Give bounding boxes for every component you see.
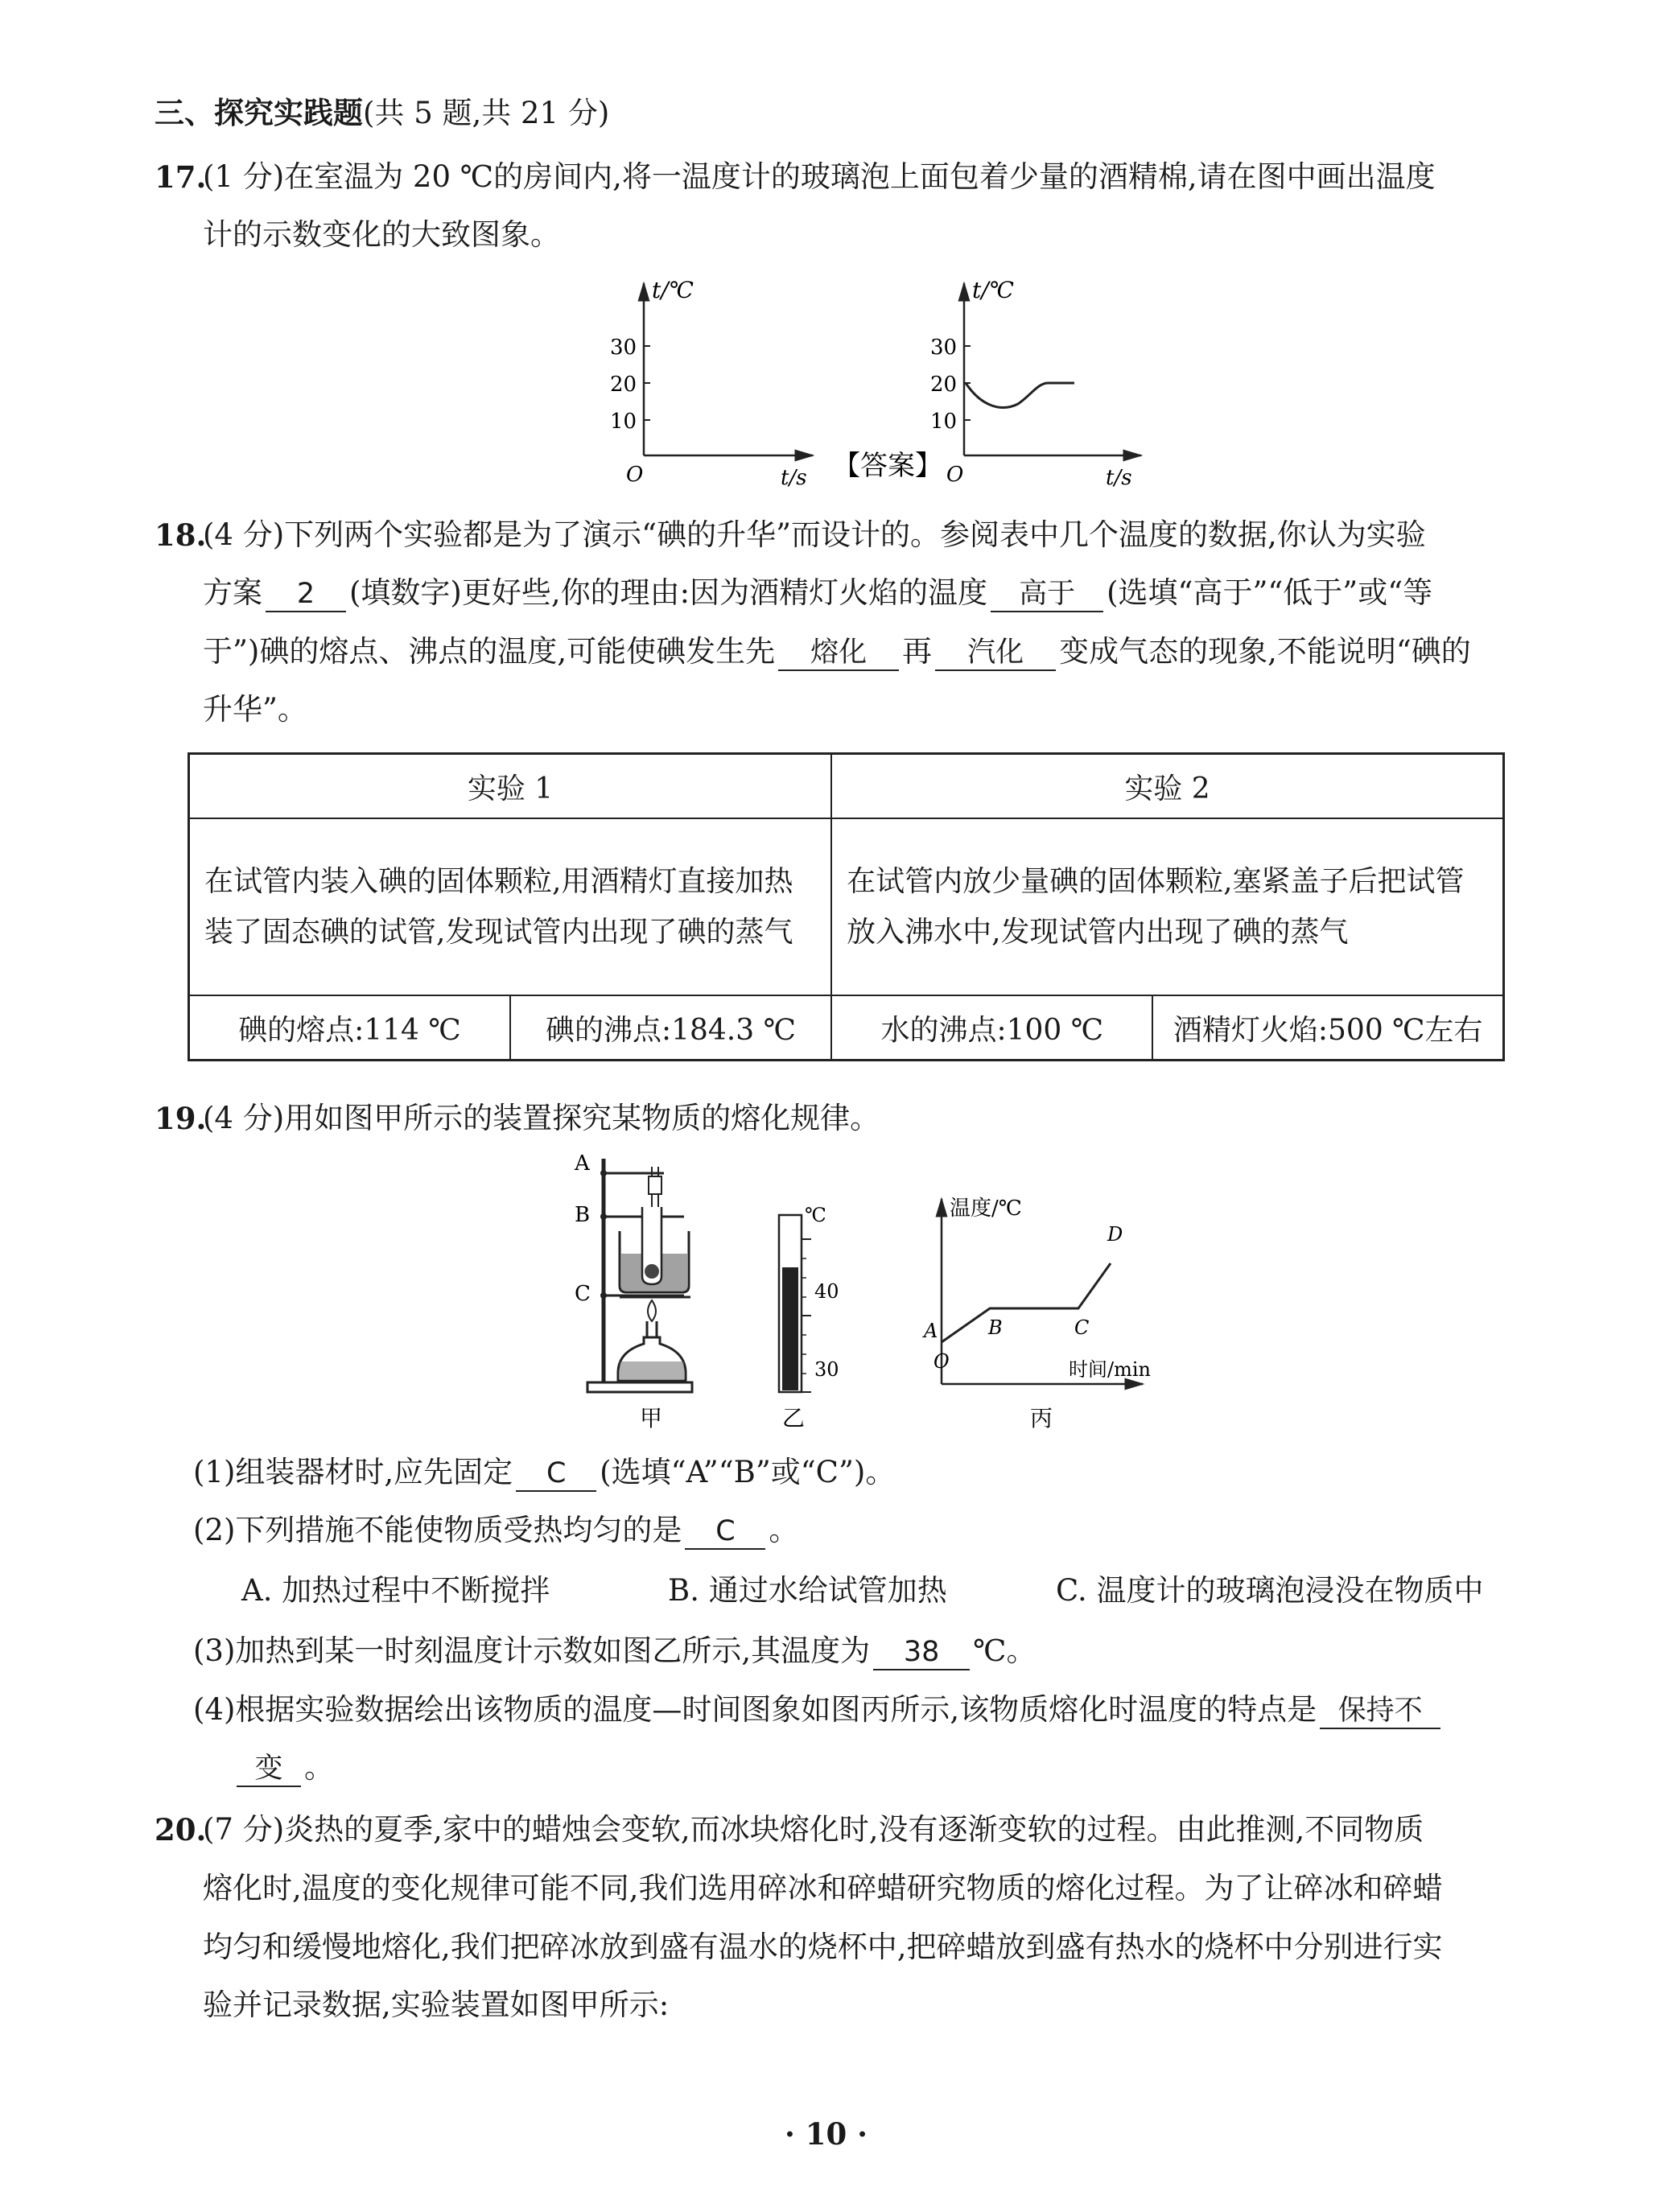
q19-sub1 <box>193 1455 895 1492</box>
q20-line1: (7 分)炎热的夏季,家中的蜡烛会变软,而冰块熔化时,没有逐渐变软的过程。由此推测,不同物质 <box>203 1812 1424 1847</box>
q17-answer-graph <box>930 277 1141 490</box>
q19-option-b: B. 通过水给试管加热 <box>668 1573 947 1608</box>
table-iodine-melting: 碘的熔点:114 ℃ <box>189 995 510 1061</box>
section-subtitle: (共 5 题,共 21 分) <box>363 96 610 130</box>
q17-left-tick-30: 30 <box>610 336 637 360</box>
q17-right-ylabel: t/℃ <box>972 277 1015 303</box>
q19-sub4-cont <box>233 1750 334 1787</box>
table-water-boiling: 水的沸点:100 ℃ <box>831 995 1152 1061</box>
q19-sub4 <box>193 1692 1444 1729</box>
bing-point-D: D <box>1107 1223 1123 1246</box>
q19-option-a: A. 加热过程中不断搅拌 <box>241 1573 550 1608</box>
q17-right-xlabel: t/s <box>1106 466 1132 490</box>
q18-l2a: 方案 <box>203 575 262 610</box>
q18-line4: 升华”。 <box>203 692 307 727</box>
table-header-exp1: 实验 1 <box>189 754 832 819</box>
q17-right-tick-10: 10 <box>930 410 958 434</box>
q18-line3 <box>203 634 1471 671</box>
q17-number: 17. <box>155 159 207 195</box>
q17-line1: (1 分)在室温为 20 ℃的房间内,将一温度计的玻璃泡上面包着少量的酒精棉,请在图中画出温度 <box>203 159 1436 194</box>
q18-l2c: (选填“高于”“低于”或“等 <box>1107 575 1433 610</box>
q17-answer-curve <box>966 383 1074 407</box>
q19-answer3: 38 <box>873 1635 970 1670</box>
q19-answer2: C <box>685 1514 765 1550</box>
q19-answer4a: 保持不 <box>1320 1694 1440 1729</box>
label-C: C <box>575 1282 591 1306</box>
bing-xlabel: 时间/min <box>1069 1358 1151 1381</box>
table-flame-temp: 酒精灯火焰:500 ℃左右 <box>1152 995 1503 1061</box>
q19-s3b: ℃。 <box>973 1633 1037 1668</box>
table-iodine-boiling: 碘的沸点:184.3 ℃ <box>510 995 831 1061</box>
q18-l3c: 变成气态的现象,不能说明“碘的 <box>1059 634 1471 669</box>
q19-s1b: (选填“A”“B”或“C”)。 <box>600 1455 896 1489</box>
q19-s1a: (1)组装器材时,应先固定 <box>193 1455 513 1489</box>
q17-blank-graph <box>610 277 813 490</box>
q18-line1: (4 分)下列两个实验都是为了演示“碘的升华”而设计的。参阅表中几个温度的数据,你认为实验 <box>203 517 1426 552</box>
q17-left-ylabel: t/℃ <box>652 277 694 303</box>
caption-yi: 乙 <box>782 1405 806 1431</box>
table-row <box>189 818 1504 995</box>
thermometer-mercury <box>782 1267 798 1390</box>
thermometer-yi <box>779 1204 839 1431</box>
q19-option-c: C. 温度计的玻璃泡浸没在物质中 <box>1056 1573 1484 1608</box>
q19-sub3 <box>193 1633 1037 1670</box>
q18-answer-scheme: 2 <box>266 577 346 612</box>
q19-number: 19. <box>155 1101 207 1136</box>
table-exp1-description: 在试管内装入碘的固体颗粒,用酒精灯直接加热装了固态碘的试管,发现试管内出现了碘的蒸气 <box>189 818 832 995</box>
section-heading: 三、探究实践题 <box>155 95 363 130</box>
q19-intro: (4 分)用如图甲所示的装置探究某物质的熔化规律。 <box>203 1101 880 1135</box>
stand-base <box>587 1382 692 1392</box>
q18-data-table <box>188 752 1505 1061</box>
q17-left-tick-10: 10 <box>610 410 637 434</box>
q19-figures <box>563 1151 1191 1432</box>
bing-ylabel: 温度/℃ <box>950 1197 1022 1221</box>
q19-s3a: (3)加热到某一时刻温度计示数如图乙所示,其温度为 <box>193 1633 871 1668</box>
table-header-exp2: 实验 2 <box>831 754 1503 819</box>
caption-bing: 丙 <box>1030 1405 1053 1431</box>
q20-line2: 熔化时,温度的变化规律可能不同,我们选用碎冰和碎蜡研究物质的熔化过程。为了让碎冰和碎蜡 <box>203 1871 1443 1905</box>
q17-left-xlabel: t/s <box>781 466 807 490</box>
q18-answer-first: 熔化 <box>778 636 899 671</box>
therm-tick-30: 30 <box>814 1358 839 1381</box>
q18-l3b: 再 <box>902 634 933 669</box>
table-row <box>189 754 1504 819</box>
q19-s4a: (4)根据实验数据绘出该物质的温度—时间图象如图丙所示,该物质熔化时温度的特点是 <box>193 1692 1317 1727</box>
q17-left-tick-20: 20 <box>610 373 637 397</box>
bing-point-A: A <box>924 1320 938 1342</box>
q19-sub2 <box>193 1513 798 1550</box>
bing-point-C: C <box>1074 1316 1090 1339</box>
apparatus-jia <box>574 1151 692 1431</box>
q18-l2b: (填数字)更好些,你的理由:因为酒精灯火焰的温度 <box>349 575 988 610</box>
q17-graphs <box>547 266 1175 499</box>
q17-right-origin: O <box>946 463 964 487</box>
flame <box>648 1300 656 1321</box>
therm-unit: ℃ <box>805 1204 826 1226</box>
q18-answer-compare: 高于 <box>991 577 1103 612</box>
q17-answer-tag: 【答案】 <box>833 450 942 482</box>
q20-line4: 验并记录数据,实验装置如图甲所示: <box>203 1988 670 2022</box>
q19-answer1: C <box>516 1456 596 1492</box>
label-B: B <box>575 1203 591 1227</box>
page-number: · 10 · <box>785 2116 868 2152</box>
label-A: A <box>575 1151 590 1176</box>
q18-answer-then: 汽化 <box>935 636 1056 671</box>
q17-left-origin: O <box>626 463 644 487</box>
q19-s2a: (2)下列措施不能使物质受热均匀的是 <box>193 1513 682 1547</box>
bing-origin: O <box>933 1350 950 1373</box>
q18-number: 18. <box>155 517 207 553</box>
q19-answer4b: 变 <box>237 1752 301 1787</box>
q20-line3: 均匀和缓慢地熔化,我们把碎冰放到盛有温水的烧杯中,把碎蜡放到盛有热水的烧杯中分别进行实 <box>203 1930 1443 1964</box>
table-exp2-description: 在试管内放少量碘的固体颗粒,塞紧盖子后把试管放入沸水中,发现试管内出现了碘的蒸气 <box>831 818 1503 995</box>
q18-line2 <box>203 575 1432 612</box>
table-row <box>189 995 1504 1061</box>
q17-right-tick-30: 30 <box>930 336 958 360</box>
section-title <box>155 95 609 131</box>
caption-jia: 甲 <box>640 1405 663 1431</box>
bing-point-B: B <box>988 1316 1003 1339</box>
therm-tick-40: 40 <box>814 1280 839 1303</box>
q17-right-tick-20: 20 <box>930 373 958 397</box>
q19-s4b: 。 <box>304 1750 334 1785</box>
q17-line2: 计的示数变化的大致图象。 <box>203 217 560 252</box>
q19-s2b: 。 <box>769 1513 799 1547</box>
q20-number: 20. <box>155 1812 207 1847</box>
q18-l3a: 于”)碘的熔点、沸点的温度,可能使碘发生先 <box>203 634 776 669</box>
graph-bing <box>922 1197 1151 1431</box>
